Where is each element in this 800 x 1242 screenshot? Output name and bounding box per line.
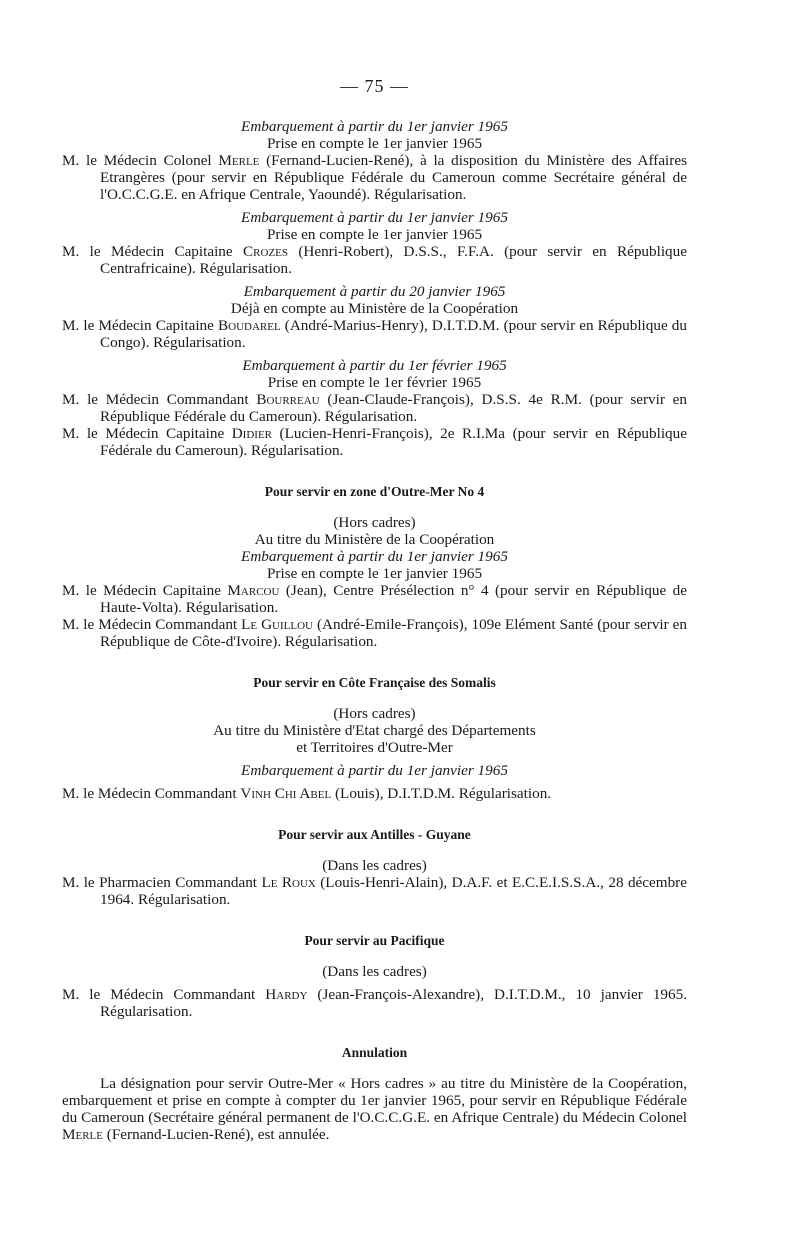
embarkation-line: Embarquement à partir du 1er février 1965 bbox=[242, 357, 507, 374]
surname: Didier bbox=[231, 425, 273, 442]
personnel-entry: M. le Médecin Capitaine Crozes (Henri-Robert), D.S.S., F.F.A. (pour servir en République Centrafricaine). Régularisation. bbox=[62, 243, 687, 277]
category-line: (Dans les cadres) bbox=[322, 857, 427, 874]
embarkation-line: Embarquement à partir du 20 janvier 1965 bbox=[243, 283, 506, 300]
surname: Marcou bbox=[227, 582, 280, 599]
personnel-entry: M. le Pharmacien Commandant Le Roux (Louis-Henri-Alain), D.A.F. et E.C.E.I.S.S.A., 28 décembre 1964. Régularisation. bbox=[62, 874, 687, 908]
page-number: — 75 — bbox=[340, 76, 409, 96]
embarkation-line: Embarquement à partir du 1er janvier 1965 bbox=[241, 118, 508, 135]
surname: Vinh Chi Abel bbox=[240, 785, 332, 802]
section-heading: Pour servir aux Antilles - Guyane bbox=[278, 827, 471, 842]
category-line: (Hors cadres) bbox=[333, 514, 416, 531]
surname: Crozes bbox=[243, 243, 288, 260]
embarkation-line: Embarquement à partir du 1er janvier 1965 bbox=[241, 209, 508, 226]
surname: Le Guillou bbox=[241, 616, 313, 633]
personnel-entry: M. le Médecin Commandant Le Guillou (André-Emile-François), 109e Elément Santé (pour servir en République de Côte-d'Ivoire). Régularisation. bbox=[62, 616, 687, 650]
section-heading: Annulation bbox=[341, 1045, 408, 1060]
personnel-entry: M. le Médecin Colonel Merle (Fernand-Lucien-René), à la disposition du Ministère des Affaires Etrangères (pour servir en République Fédérale du Cameroun comme Secrétaire général de l'O.C.C.G.E. en Afrique Centrale, Yaoundé). Régularisation. bbox=[62, 152, 687, 203]
ministry-line: Au titre du Ministère d'Etat chargé des Départements bbox=[213, 722, 536, 739]
section-heading: Pour servir en Côte Française des Somalis bbox=[253, 675, 496, 690]
ministry-line: et Territoires d'Outre-Mer bbox=[296, 739, 453, 756]
category-line: (Hors cadres) bbox=[333, 705, 416, 722]
accounting-line: Prise en compte le 1er janvier 1965 bbox=[266, 226, 483, 243]
personnel-entry: M. le Médecin Capitaine Boudarel (André-Marius-Henry), D.I.T.D.M. (pour servir en République du Congo). Régularisation. bbox=[62, 317, 687, 351]
personnel-entry: M. le Médecin Commandant Bourreau (Jean-Claude-François), D.S.S. 4e R.M. (pour servir en République Fédérale du Cameroun). Régularisation. bbox=[62, 391, 688, 425]
surname: Hardy bbox=[265, 986, 308, 1003]
section-heading: Pour servir en zone d'Outre-Mer No 4 bbox=[264, 484, 485, 499]
personnel-entry: M. le Médecin Commandant Hardy (Jean-François-Alexandre), D.I.T.D.M., 10 janvier 1965. Régularisation. bbox=[62, 986, 687, 1020]
personnel-entry: M. le Médecin Capitaine Didier (Lucien-Henri-François), 2e R.I.Ma (pour servir en République Fédérale du Cameroun). Régularisation. bbox=[62, 425, 687, 459]
ministry-line: Au titre du Ministère de la Coopération bbox=[254, 531, 495, 548]
embarkation-line: Embarquement à partir du 1er janvier 1965 bbox=[241, 762, 508, 779]
surname: Boudarel bbox=[218, 317, 281, 334]
personnel-entry: M. le Médecin Commandant Vinh Chi Abel (Louis), D.I.T.D.M. Régularisation. bbox=[62, 785, 552, 802]
accounting-line: Prise en compte le 1er février 1965 bbox=[267, 374, 482, 391]
document-page bbox=[62, 78, 687, 1143]
accounting-line: Déjà en compte au Ministère de la Coopération bbox=[230, 300, 519, 317]
embarkation-line: Embarquement à partir du 1er janvier 1965 bbox=[241, 548, 508, 565]
surname: Merle bbox=[218, 152, 260, 169]
surname: Merle bbox=[62, 1126, 103, 1143]
accounting-line: Prise en compte le 1er janvier 1965 bbox=[266, 135, 483, 152]
surname: Bourreau bbox=[256, 391, 320, 408]
accounting-line: Prise en compte le 1er janvier 1965 bbox=[266, 565, 483, 582]
section-heading: Pour servir au Pacifique bbox=[304, 933, 445, 948]
surname: Le Roux bbox=[261, 874, 316, 891]
annulation-paragraph: La désignation pour servir Outre-Mer « Hors cadres » au titre du Ministère de la Coopération, embarquement et prise en compte à compter du 1er janvier 1965, pour servir en République Fédérale du Cameroun (Secrétaire général permanent de l'O.C.C.G.E. en Afrique Centrale) du Médecin Colonel Merle (Fernand-Lucien-René), est annulée. bbox=[62, 1075, 687, 1143]
personnel-entry: M. le Médecin Capitaine Marcou (Jean), Centre Présélection n° 4 (pour servir en République de Haute-Volta). Régularisation. bbox=[62, 582, 687, 616]
category-line: (Dans les cadres) bbox=[322, 963, 427, 980]
